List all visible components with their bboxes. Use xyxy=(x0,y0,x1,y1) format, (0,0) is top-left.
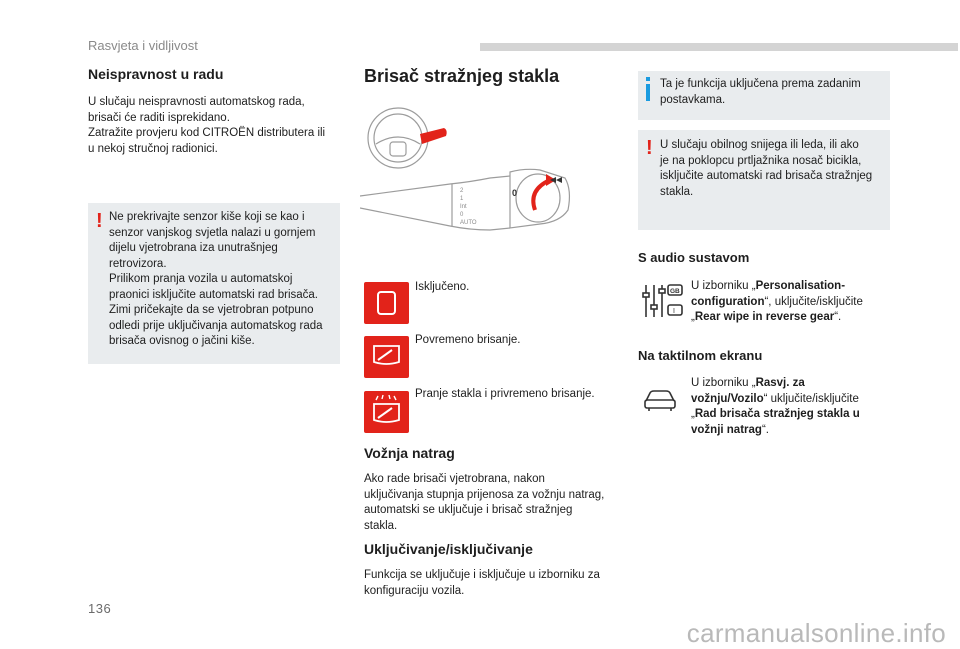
rotary-label-off: 0 xyxy=(512,188,518,198)
option-name: Rad brisača stražnjeg stakla u xyxy=(694,408,860,420)
reverse-paragraph xyxy=(364,472,624,534)
malfunction-paragraph xyxy=(88,95,348,157)
default-info-box xyxy=(638,71,890,120)
malfunction-title: Neispravnost u radu xyxy=(88,66,224,82)
audio-title: S audio sustavom xyxy=(638,250,750,265)
toggle-title: Uključivanje/isključivanje xyxy=(364,541,533,557)
reverse-title: Vožnja natrag xyxy=(364,445,455,461)
touchscreen-title: Na taktilnom ekranu xyxy=(638,348,763,363)
toggle-paragraph xyxy=(364,568,624,599)
text-line: Zimi pričekajte da se vjetrobran potpuno xyxy=(109,304,314,316)
text-line: isključite automatski rad brisača stražnjeg xyxy=(660,170,873,182)
rear-wash-wipe-icon xyxy=(364,391,409,433)
mode-intermittent-label: Povremeno brisanje. xyxy=(415,334,521,346)
text-line: stakla. xyxy=(364,519,398,532)
text-line: retrovizora. xyxy=(109,257,167,270)
text-line: Ne prekrivajte senzor kiše koji se kao i xyxy=(109,211,305,223)
menu-name: Rasvj. za xyxy=(755,377,805,389)
text-line: automatski se uključuje i brisač stražnjeg xyxy=(364,504,573,516)
stalk-label-auto: AUTO xyxy=(460,220,477,226)
text-line: Funkcija se uključuje i isključuje u izborniku za xyxy=(364,569,600,581)
mode-wash-label: Pranje stakla i privremeno brisanje. xyxy=(415,388,595,400)
car-icon xyxy=(643,387,677,413)
text-line: senzor vanjskog svjetla nalazi u gornjem xyxy=(109,226,316,239)
rear-wiper-intermittent-icon xyxy=(364,336,409,378)
stalk-label-1: 1 xyxy=(460,196,464,202)
mode-off-label: Isključeno. xyxy=(415,281,470,293)
stalk-label-0: 0 xyxy=(460,212,464,218)
text-line: konfiguraciju vozila. xyxy=(364,584,465,597)
menu-name: Personalisation- xyxy=(755,280,846,292)
text-line: Ako rade brisači vjetrobrana, nakon xyxy=(364,473,545,485)
touchscreen-instructions: U izborniku „Rasvj. za vožnju/Vozilo“ uključite/isključite „Rad brisača stražnjeg stakla u vožnji natrag“. xyxy=(691,377,860,436)
rear-wiper-off-icon xyxy=(364,282,409,324)
stalk-highlight-icon xyxy=(420,128,447,144)
snow-warning-box xyxy=(638,130,890,230)
warning-icon: ! xyxy=(96,210,103,232)
settings-sliders-icon xyxy=(640,281,684,321)
header-bar xyxy=(480,43,958,51)
text-line: U slučaju neispravnosti automatskog rada, xyxy=(88,96,305,108)
stalk-label-2: 2 xyxy=(460,188,464,194)
rain-sensor-warning-box xyxy=(88,203,340,364)
svg-text:I: I xyxy=(673,308,675,315)
text-line: Ta je funkcija uključena prema zadanim xyxy=(660,78,861,90)
svg-text:GB: GB xyxy=(670,288,680,295)
text-line: brisača ovisnog o jačini kiše. xyxy=(109,335,255,347)
text-line: uključivanja stupnja prijenosa za vožnju natrag, xyxy=(364,488,605,501)
text-line: Zatražite provjeru kod CITROËN distributera ili xyxy=(88,127,326,139)
rear-wiper-title: Brisač stražnjeg stakla xyxy=(364,66,560,86)
text-line: u nekoj stručnoj radionici. xyxy=(88,142,218,155)
page-number: 136 xyxy=(88,601,112,616)
text-line: dijelu vjetrobrana iza unutrašnjeg xyxy=(109,242,278,254)
text-line: Prilikom pranja vozila u automatskoj xyxy=(109,273,293,285)
info-icon xyxy=(646,77,650,101)
text-line: brisači će raditi isprekidano. xyxy=(88,111,230,124)
text-line: je na poklopcu prtljažnika nosač bicikla, xyxy=(660,154,862,167)
steering-wheel-icon xyxy=(368,108,428,168)
text-line: odledi prije uključivanja automatskog rada xyxy=(109,319,323,332)
text-line: U slučaju obilnog snijega ili leda, ili ako xyxy=(660,139,859,151)
stalk-label-int: Int xyxy=(460,204,467,210)
wiper-stalk-illustration xyxy=(360,100,580,250)
text-line: praonici isključite automatski rad brisača. xyxy=(109,288,319,301)
section-header: Rasvjeta i vidljivost xyxy=(88,38,198,53)
text-line: postavkama. xyxy=(660,93,726,106)
text-line: stakla. xyxy=(660,185,694,198)
watermark: carmanualsonline.info xyxy=(686,618,946,648)
audio-instructions: U izborniku „Personalisation- configuration“, uključite/isključite „Rear wipe in reverse gear“. xyxy=(691,280,863,323)
warning-icon: ! xyxy=(646,137,653,159)
option-name: Rear wipe in reverse gear xyxy=(694,311,835,323)
